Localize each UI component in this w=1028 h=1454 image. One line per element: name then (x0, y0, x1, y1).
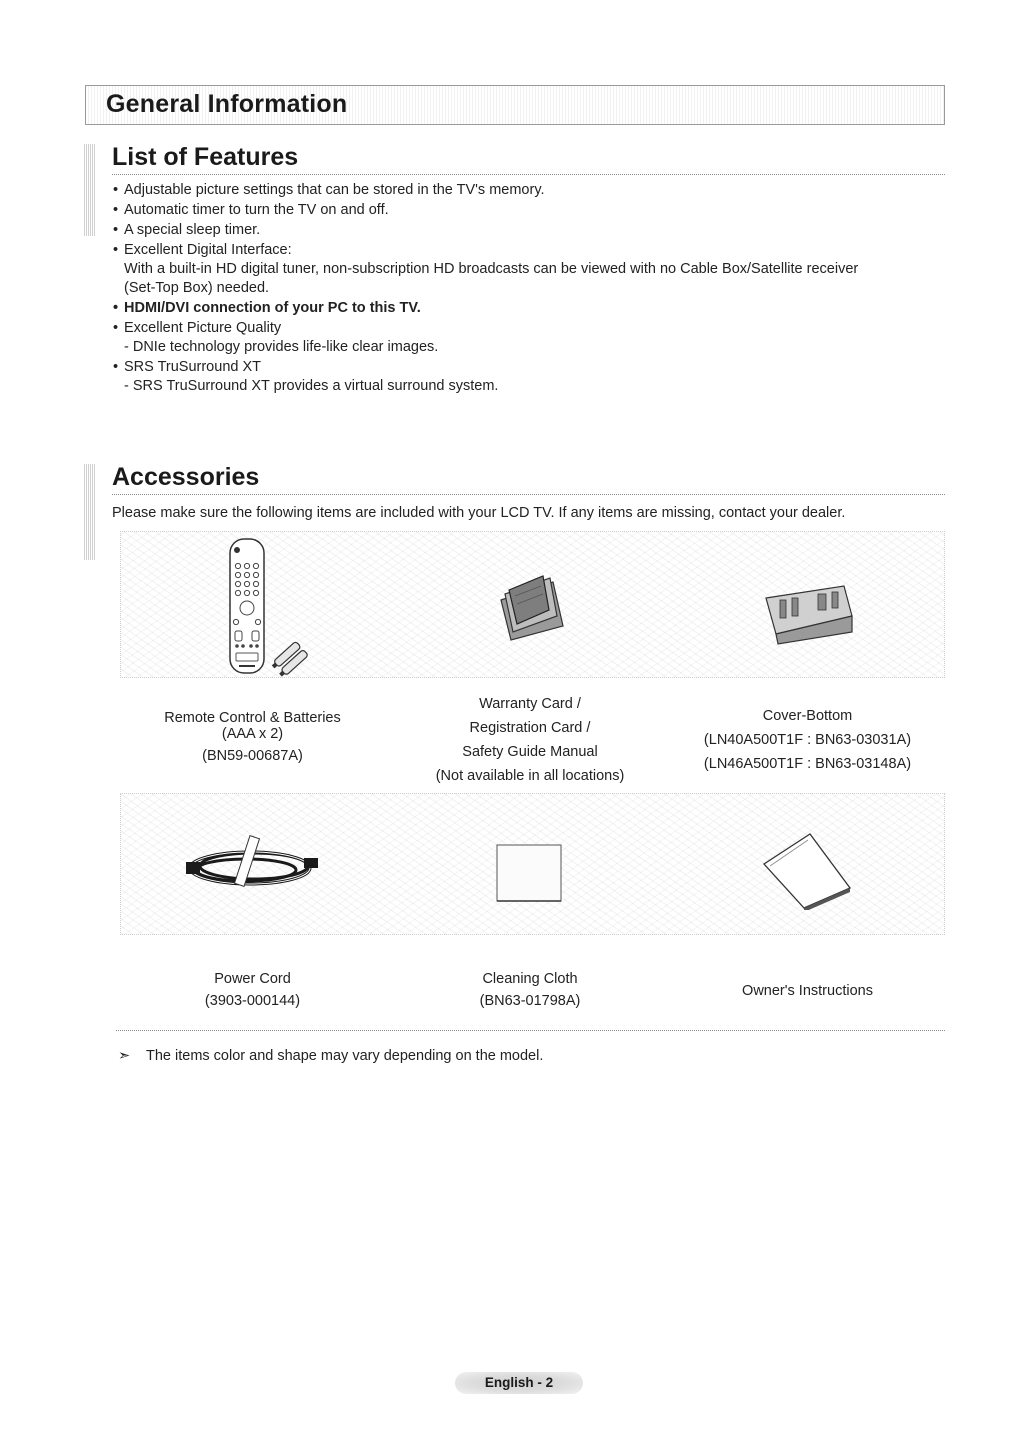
features-divider (112, 174, 945, 175)
list-item: • A special sleep timer. (112, 221, 942, 240)
cover-bottom-image (760, 576, 860, 648)
model-variation-note: ➣ The items color and shape may vary depending on the model. (118, 1048, 544, 1064)
accessories-bottom-divider (116, 1030, 945, 1031)
accessory-caption-power-cord: Power Cord (3903-000144) (204, 971, 301, 1009)
remote-control-image (222, 536, 322, 678)
accessory-caption-cleaning-cloth: Cleaning Cloth (BN63-01798A) (479, 971, 581, 1009)
accessory-caption-remote: Remote Control & Batteries (AAA x 2) (BN59-00687A) (164, 710, 341, 764)
warranty-card-image (495, 574, 570, 644)
accessory-caption-owners-instructions: Owner's Instructions (742, 983, 873, 999)
accessories-divider (112, 494, 945, 495)
list-item: • SRS TruSurround XT - SRS TruSurround XT provides a virtual surround system. (112, 358, 942, 396)
note-arrow-icon: ➣ (118, 1048, 131, 1064)
section-side-bar (84, 464, 96, 560)
accessory-caption-cover: Cover-Bottom (LN40A500T1F : BN63-03031A) (LN46A500T1F : BN63-03148A) (703, 708, 912, 772)
accessories-intro: Please make sure the following items are included with your LCD TV. If any items are missing, contact your dealer. (112, 505, 846, 521)
features-list (112, 181, 942, 397)
accessory-caption-warranty: Warranty Card / Registration Card / Safety Guide Manual (Not available in all locations) (435, 696, 625, 784)
page-number-badge: English - 2 (455, 1372, 583, 1394)
section-side-bar (84, 144, 96, 236)
list-item: • HDMI/DVI connection of your PC to this TV. (112, 299, 942, 318)
accessories-title: Accessories (112, 463, 260, 491)
list-item: • Adjustable picture settings that can be stored in the TV's memory. (112, 181, 942, 200)
features-title: List of Features (112, 143, 299, 171)
owners-instructions-image (760, 830, 856, 910)
list-item: • Excellent Digital Interface: With a built-in HD digital tuner, non-subscription HD broadcasts can be viewed with no Cable Box/Satellite receiver (Set-Top Box) needed. (112, 241, 942, 298)
cleaning-cloth-image (495, 843, 565, 905)
list-item: • Excellent Picture Quality - DNIe technology provides life-like clear images. (112, 319, 942, 357)
power-cord-image (180, 828, 330, 898)
section-header-box (85, 85, 945, 125)
page-title: General Information (106, 90, 348, 118)
list-item: • Automatic timer to turn the TV on and off. (112, 201, 942, 220)
